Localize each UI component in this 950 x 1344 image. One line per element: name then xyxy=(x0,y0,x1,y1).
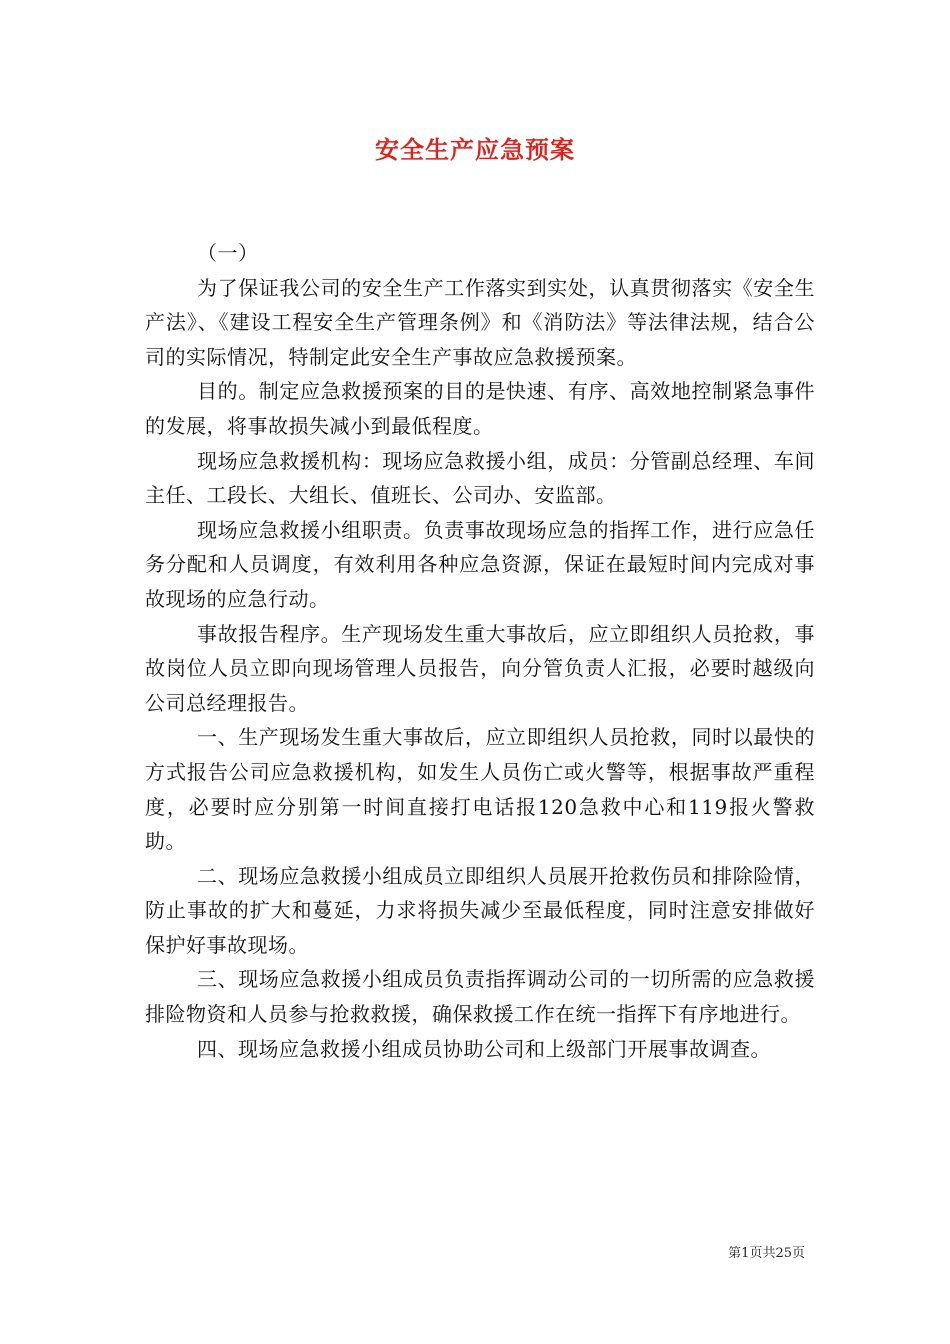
document-body xyxy=(145,236,815,1066)
paragraph-step-1: 一、生产现场发生重大事故后，应立即组织人员抢救，同时以最快的方式报告公司应急救援机构，如发生人员伤亡或火警等，根据事故严重程度，必要时应分别第一时间直接打电话报120急救中心和119报火警救助。 xyxy=(145,725,815,854)
document-title: 安全生产应急预案 xyxy=(375,135,575,164)
paragraph-purpose: 目的。制定应急救援预案的目的是快速、有序、高效地控制紧急事件的发展，将事故损失减小到最低程度。 xyxy=(145,379,815,438)
paragraph-step-3: 三、现场应急救援小组成员负责指挥调动公司的一切所需的应急救援排险物资和人员参与抢救救援，确保救援工作在统一指挥下有序地进行。 xyxy=(145,967,815,1027)
paragraph-intro: 为了保证我公司的安全生产工作落实到实处，认真贯彻落实《安全生产法》、《建设工程安全生产管理条例》和《消防法》等法律法规，结合公司的实际情况，特制定此安全生产事故应急救援预案。 xyxy=(145,275,815,369)
paragraph-duties: 现场应急救援小组职责。负责事故现场应急的指挥工作，进行应急任务分配和人员调度，有效利用各种应急资源，保证在最短时间内完成对事故现场的应急行动。 xyxy=(145,517,815,611)
paragraph-step-4: 四、现场应急救援小组成员协助公司和上级部门开展事故调查。 xyxy=(197,1036,771,1061)
paragraph-organization: 现场应急救援机构：现场应急救援小组，成员：分管副总经理、车间主任、工段长、大组长、值班长、公司办、安监部。 xyxy=(145,448,815,508)
page-number: 第1页共25页 xyxy=(728,1246,805,1261)
paragraph-reporting: 事故报告程序。生产现场发生重大事故后，应立即组织人员抢救，事故岗位人员立即向现场管理人员报告，向分管负责人汇报，必要时越级向公司总经理报告。 xyxy=(145,621,815,715)
section-number: （一） xyxy=(197,241,259,265)
paragraph-step-2: 二、现场应急救援小组成员立即组织人员展开抢救伤员和排除险情，防止事故的扩大和蔓延，力求将损失减少至最低程度，同时注意安排做好保护好事故现场。 xyxy=(145,863,815,957)
